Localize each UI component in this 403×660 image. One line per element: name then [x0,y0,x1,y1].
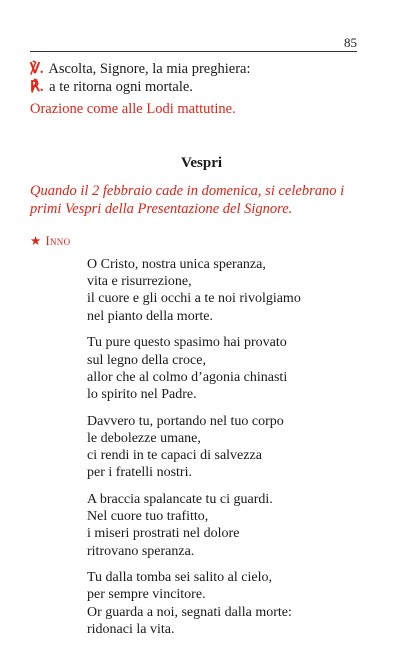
italic-rubric: Quando il 2 febbraio cade in domenica, si celebrano i primi Vespri della Presentazione del Signore. [30,183,345,217]
inno-label [30,233,70,249]
versicle-symbol: ℣. [30,61,44,77]
hymn-line: i miseri prostrati nel dolore [87,526,240,542]
page-number: 85 [344,35,357,50]
versicle-line [30,60,360,78]
hymn-line: per i fratelli nostri. [87,465,192,481]
response-symbol: ℟. [30,79,44,95]
star-icon: ★ [30,234,42,248]
hymn-line: allor che al colmo d’agonia chinasti [87,369,288,385]
header-rule [30,51,357,52]
hymn-stanza [87,569,377,638]
hymn-stanza [87,256,377,325]
hymn-line: il cuore e gli occhi a te noi rivolgiamo [87,291,301,307]
hymn-line: nel pianto della morte. [87,308,213,324]
versicle-text: Ascolta, Signore, la mia preghiera: [48,61,251,77]
hymn-line: ridonaci la vita. [87,621,175,637]
hymn-line: Or guarda a noi, segnati dalla morte: [87,604,292,620]
hymn-line: ritrovano speranza. [87,543,195,559]
hymn-line: Tu pure questo spasimo hai provato [87,335,287,351]
hymn [87,256,377,648]
inno-label-text: Inno [45,234,71,248]
hymn-line: Tu dalla tomba sei salito al cielo, [87,570,272,586]
hymn-line: O Cristo, nostra unica speranza, [87,257,266,272]
hymn-stanza [87,491,377,560]
hymn-line: A braccia spalancate tu ci guardi. [87,491,273,507]
response-line [30,78,360,96]
hymn-line: vita e risurrezione, [87,274,192,290]
response-text: a te ritorna ogni mortale. [49,79,193,95]
orazione-rubric: Orazione come alle Lodi mattutine. [30,101,236,117]
hymn-stanza [87,413,377,482]
hymn-line: le debolezze umane, [87,430,201,446]
hymn-line: ci rendi in te capaci di salvezza [87,448,262,464]
hymn-line: lo spirito nel Padre. [87,386,197,402]
hymn-line: sul legno della croce, [87,352,206,368]
hymn-line: Nel cuore tuo trafitto, [87,509,209,525]
section-heading: Vespri [180,155,223,171]
versicles [30,60,360,96]
hymn-stanza [87,334,377,403]
hymn-line: per sempre vincitore. [87,587,206,603]
hymn-line: Davvero tu, portando nel tuo corpo [87,413,284,429]
